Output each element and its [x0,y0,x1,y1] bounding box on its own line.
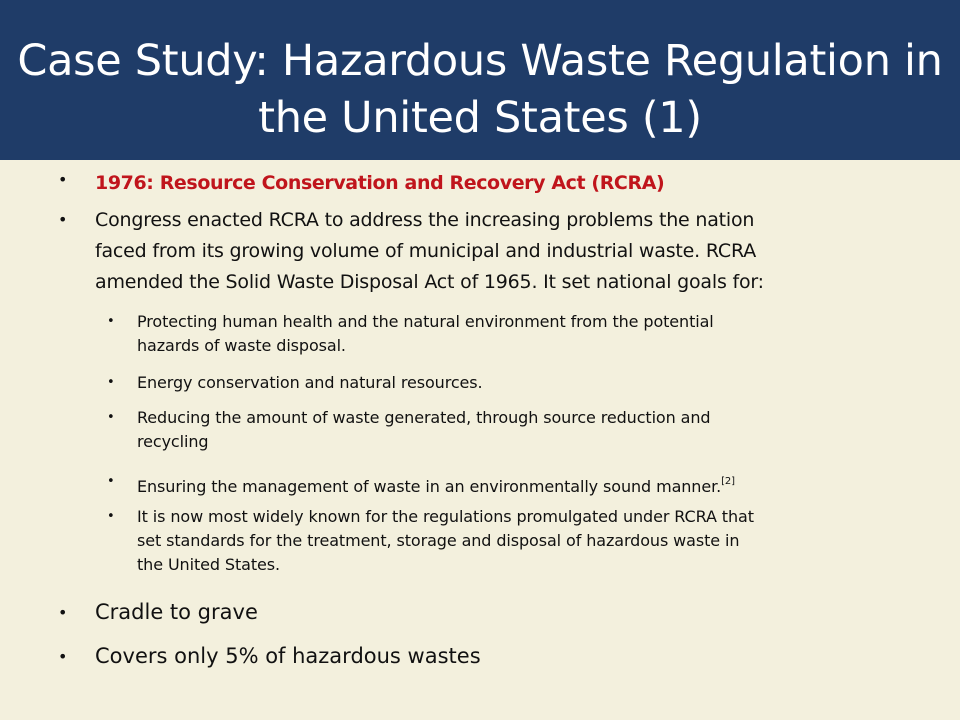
sub-bullet-glyph: • [107,375,115,390]
text-line: the United States. [137,555,280,574]
bullet-glyph: • [58,647,68,666]
bullet-glyph: • [58,603,68,622]
bullet-glyph: • [58,170,68,189]
sub-bullet-glyph: • [107,474,115,489]
text-line: hazards of waste disposal. [137,336,346,355]
text-line: Congress enacted RCRA to address the increasing problems the nation [95,209,755,231]
list-item-covers: Covers only 5% of hazardous wastes [95,644,481,668]
text-line: Protecting human health and the natural environment from the potential [137,312,714,331]
text-line: recycling [137,432,209,451]
sub-item-reducing [137,406,927,454]
list-item-congress [95,205,895,298]
sub-item-regulations [137,505,927,577]
text-line: Energy conservation and natural resources. [137,373,483,392]
text-line: faced from its growing volume of municipal and industrial waste. RCRA [95,240,756,262]
title-line-1: Case Study: Hazardous Waste Regulation in [17,36,943,86]
sub-bullet-glyph: • [107,509,115,524]
text-line: amended the Solid Waste Disposal Act of 1965. It set national goals for: [95,271,764,293]
bullet-glyph: • [58,210,68,229]
sub-item-protecting [137,310,927,358]
rcra-heading: 1976: Resource Conservation and Recovery Act (RCRA) [95,172,665,194]
text-line: Ensuring the management of waste in an environmentally sound manner. [137,477,722,496]
sub-item-ensuring [137,470,927,499]
list-item-cradle: Cradle to grave [95,600,258,624]
sub-bullet-glyph: • [107,314,115,329]
text-line: set standards for the treatment, storage and disposal of hazardous waste in [137,531,740,550]
sub-bullet-glyph: • [107,410,115,425]
title-line-2: the United States (1) [258,93,702,143]
citation-superscript[interactable]: [2] [721,476,735,487]
text-line: Reducing the amount of waste generated, through source reduction and [137,408,711,427]
sub-item-energy [137,371,927,395]
text-line: It is now most widely known for the regulations promulgated under RCRA that [137,507,754,526]
